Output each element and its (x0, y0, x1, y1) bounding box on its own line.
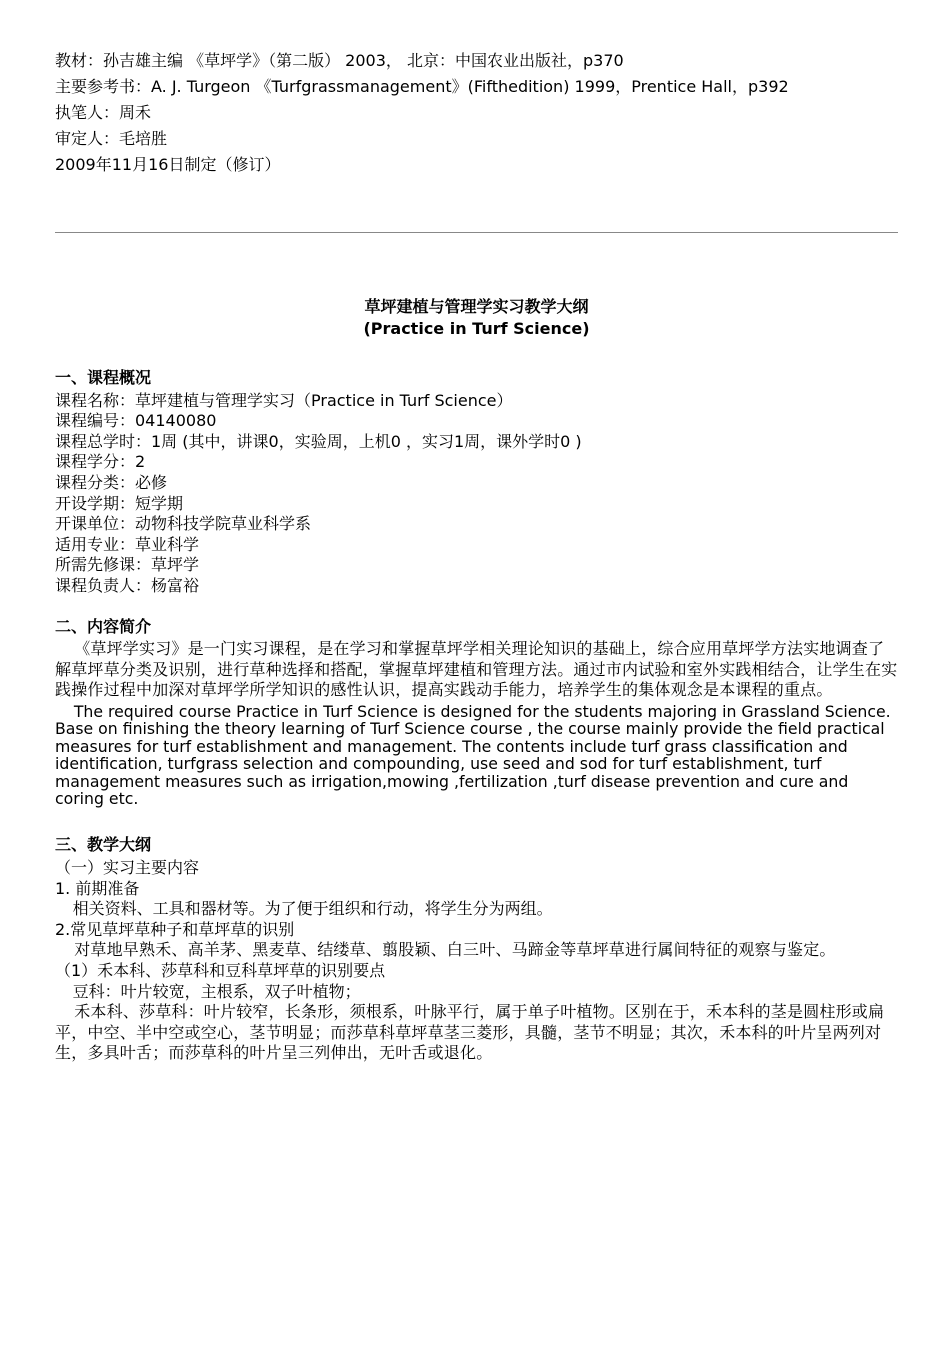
title-en: (Practice in Turf Science) (363, 319, 590, 338)
author-line: 执笔人：周禾 (55, 103, 152, 122)
course-hours: 课程总学时：1周 (其中，讲课0，实验周，上机0 ，实习1周，课外学时0 ) (55, 431, 582, 451)
item-subtitle-identification-points: （1）禾本科、莎草科和豆科草坪草的识别要点 (55, 960, 386, 980)
course-code: 课程编号：04140080 (55, 411, 217, 431)
textbook-line: 教材：孙吉雄主编 《草坪学》（第二版） 2003， 北京：中国农业出版社，p370 (55, 51, 624, 70)
reference-line: 主要参考书：A. J. Turgeon 《Turfgrassmanagement》(Fifthedition) 1999，Prentice Hall，p392 (55, 77, 789, 96)
grass-sedge-description: 禾本科、莎草科：叶片较窄，长条形，须根系，叶脉平行，属于单子叶植物。区别在于，禾本科的茎是圆柱形或扁平，中空、半中空或空心，茎节明显；而莎草科草坪草茎三菱形，具髓，茎节不明显；其次，禾本科的叶片呈两列对生，多具叶舌；而莎草科的叶片呈三列伸出，无叶舌或退化。 (55, 1002, 885, 1063)
section-heading-syllabus: 三、教学大纲 (55, 835, 152, 855)
course-prerequisite: 所需先修课：草坪学 (55, 555, 200, 575)
document-body (55, 368, 898, 1064)
course-major: 适用专业：草业科学 (55, 534, 200, 554)
horizontal-divider (55, 232, 898, 233)
item-title-identification: 2.常见草坪草种子和草坪草的识别 (55, 919, 295, 939)
summary-paragraph-en: The required course Practice in Turf Science is designed for the students majoring in Grassland Science. Base on finishing the theory learning of Turf Science course , the course mainly provide the field practical measures for turf establishment and management. The contents include turf grass classification and identification, turfgrass selection and compounding, use seed and sod for turf establishment, turf management measures such as irrigation,mowing ,fertilization ,turf disease prevention and cure and coring etc. (55, 701, 891, 808)
reviewer-line: 审定人：毛培胜 (55, 129, 168, 148)
section-heading-summary: 二、内容简介 (55, 616, 152, 636)
date-line: 2009年11月16日制定（修订） (55, 155, 281, 174)
title-cn: 草坪建植与管理学实习教学大纲 (364, 297, 589, 316)
item-title-preparation: 1. 前期准备 (55, 878, 140, 898)
item-text-identification: 对草地早熟禾、高羊茅、黑麦草、结缕草、翦股颖、白三叶、马蹄金等草坪草进行属间特征的观察与鉴定。 (74, 940, 836, 960)
course-credits: 课程学分：2 (55, 452, 146, 472)
course-department: 开课单位：动物科技学院草业科学系 (55, 514, 312, 534)
subsection-heading: （一）实习主要内容 (55, 857, 200, 877)
item-text-preparation: 相关资料、工具和器材等。为了便于组织和行动，将学生分为两组。 (72, 899, 553, 919)
course-info-list (55, 391, 898, 597)
page-title (55, 296, 898, 340)
document-meta (55, 48, 789, 178)
summary-paragraph-cn: 《草坪学实习》是一门实习课程，是在学习和掌握草坪学相关理论知识的基础上，综合应用草坪学方法实地调查了解草坪草分类及识别，进行草种选择和搭配，掌握草坪建植和管理方法。通过市内试验和室外实践相结合，让学生在实践操作过程中加深对草坪学所学知识的感性认识，提高实践动手能力，培养学生的集体观念是本课程的重点。 (55, 639, 898, 700)
course-category: 课程分类：必修 (55, 472, 168, 492)
section-heading-overview: 一、课程概况 (55, 368, 152, 387)
course-leader: 课程负责人：杨富裕 (55, 575, 200, 595)
legume-description: 豆科：叶片较宽，主根系，双子叶植物； (72, 981, 361, 1001)
course-semester: 开设学期：短学期 (55, 493, 184, 513)
course-name: 课程名称：草坪建植与管理学实习（Practice in Turf Science） (55, 390, 513, 410)
